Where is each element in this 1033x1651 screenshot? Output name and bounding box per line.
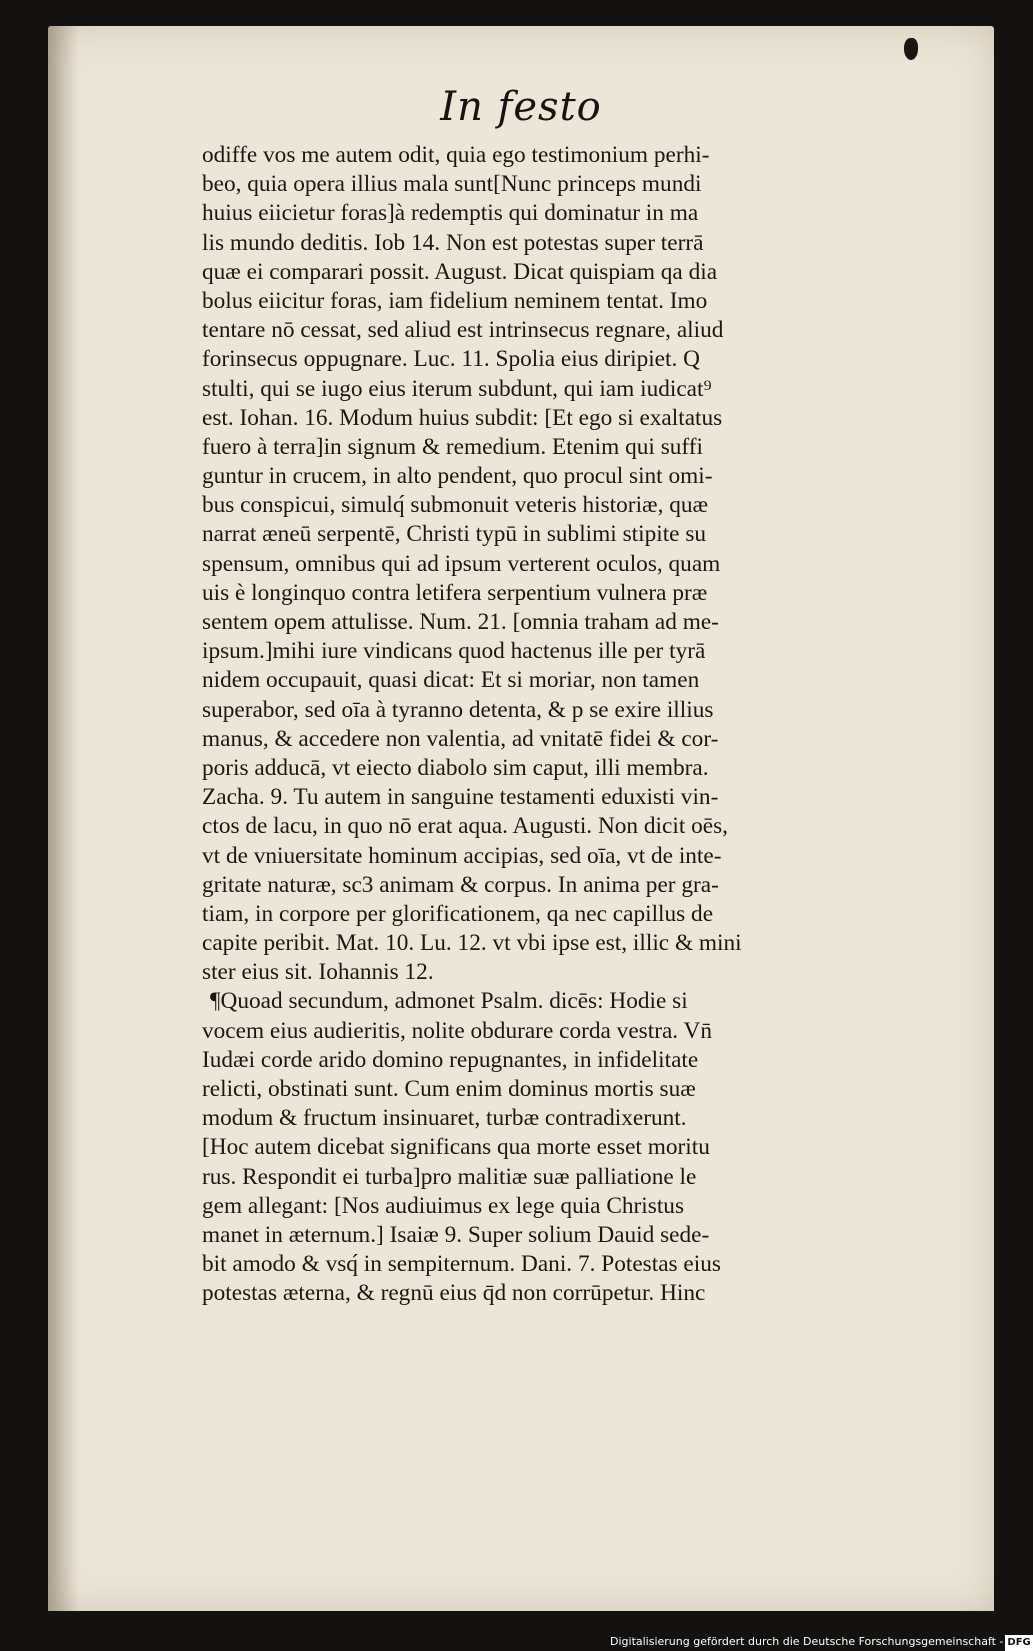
text-line: ipsum.]mihi iure vindicans quod hactenus ille per tyrā <box>202 638 706 665</box>
text-line: bus conspicui, simulq́ submonuit veteris historiæ, quæ <box>202 492 709 519</box>
text-line: ster eius sit. Iohannis 12. <box>202 959 434 986</box>
text-line: Iudæi corde arido domino repugnantes, in infidelitate <box>202 1046 699 1073</box>
text-line: est. Iohan. 16. Modum huius subdit: [Et ego si exaltatus <box>202 404 723 431</box>
text-line: potestas æterna, & regnū eius q̄d non corrūpetur. Hinc <box>202 1280 706 1307</box>
text-line: lis mundo deditis. Iob 14. Non est potestas super terrā <box>202 229 704 256</box>
text-line: superabor, sed oīa à tyranno detenta, & p se exire illius <box>202 696 714 723</box>
text-line: stulti, qui se iugo eius iterum subdunt, qui iam iudicat⁹ <box>202 375 712 402</box>
text-line: guntur in crucem, in alto pendent, quo procul sint omi- <box>202 463 713 490</box>
text-line: modum & fructum insinuaret, turbæ contradixerunt. <box>202 1105 687 1132</box>
text-line: odiffe vos me autem odit, quia ego testimonium perhi- <box>202 142 710 168</box>
running-header: In festo <box>440 84 602 130</box>
text-line: uis è longinquo contra letifera serpentium vulnera præ <box>202 579 708 606</box>
text-line: fuero à terra]in signum & remedium. Etenim qui suffi <box>202 433 703 460</box>
text-line: forinsecus oppugnare. Luc. 11. Spolia eius diripiet. Q <box>202 346 700 373</box>
text-line: Zacha. 9. Tu autem in sanguine testamenti eduxisti vin- <box>202 784 719 811</box>
dfg-logo: DFG <box>1005 1635 1032 1651</box>
text-line: vt de vniuersitate hominum accipias, sed oīa, vt de inte- <box>202 842 722 869</box>
page-gutter-shadow <box>48 26 78 1611</box>
text-line: bit amodo & vsq́ in sempiternum. Dani. 7. Potestas eius <box>202 1251 721 1278</box>
text-line: manus, & accedere non valentia, ad vnitatē fidei & cor- <box>202 725 719 752</box>
text-line: vocem eius audieritis, nolite obdurare corda vestra. Vn̄ <box>202 1017 712 1044</box>
text-line: nidem occupauit, quasi dicat: Et si moriar, non tamen <box>202 667 700 694</box>
credit-text: Digitalisierung gefördert durch die Deutsche Forschungsgemeinschaft - <box>610 1635 1004 1648</box>
text-line: sentem opem attulisse. Num. 21. [omnia traham ad me- <box>202 609 719 635</box>
text-line: rus. Respondit ei turba]pro malitiæ suæ palliatione le <box>202 1163 697 1190</box>
text-line: bolus eiicitur foras, iam fidelium neminem tentat. Imo <box>202 287 708 314</box>
text-line: manet in æternum.] Isaiæ 9. Super solium Dauid sede- <box>202 1221 710 1248</box>
text-line: spensum, omnibus qui ad ipsum verterent oculos, quam <box>202 550 721 577</box>
text-line: poris adducā, vt eiecto diabolo sim caput, illi membra. <box>202 754 709 781</box>
text-line: tiam, in corpore per glorificationem, qa nec capillus de <box>202 900 714 927</box>
text-line: narrat æneū serpentē, Christi typū in sublimi stipite su <box>202 521 707 548</box>
text-line: huius eiicietur foras]à redemptis qui dominatur in ma <box>202 200 699 227</box>
page-body-text <box>202 141 930 1309</box>
text-line: gem allegant: [Nos audiuimus ex lege quia Christus <box>202 1192 685 1219</box>
text-line: quæ ei comparari possit. August. Dicat quispiam qa dia <box>202 258 718 285</box>
text-line: [Hoc autem dicebat significans qua morte esset moritu <box>202 1134 710 1161</box>
text-line: beo, quia opera illius mala sunt[Nunc princeps mundi <box>202 171 702 198</box>
text-line: tentare nō cessat, sed aliud est intrinsecus regnare, aliud <box>202 317 724 344</box>
text-line: relicti, obstinati sunt. Cum enim dominus mortis suæ <box>202 1076 696 1102</box>
digitization-credit <box>610 1634 1031 1650</box>
text-line: gritate naturæ, sc3 animam & corpus. In anima per gra- <box>202 871 719 898</box>
text-line: capite peribit. Mat. 10. Lu. 12. vt vbi ipse est, illic & mini <box>202 930 742 957</box>
ink-blot-mark <box>904 38 918 60</box>
text-line: ctos de lacu, in quo nō erat aqua. Augusti. Non dicit oēs, <box>202 813 729 840</box>
text-line: ¶Quoad secundum, admonet Psalm. dicēs: Hodie si <box>210 988 688 1015</box>
